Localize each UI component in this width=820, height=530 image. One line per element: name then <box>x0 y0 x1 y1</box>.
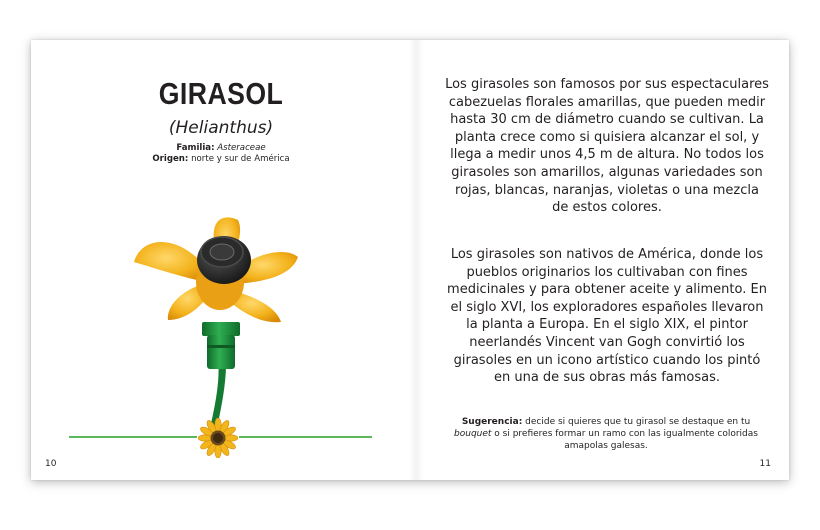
family-value: Asteraceae <box>217 143 266 153</box>
family-line <box>31 143 411 154</box>
page-number-right: 11 <box>759 459 771 469</box>
origin-value: norte y sur de América <box>191 154 290 164</box>
divider-line-left <box>69 436 197 438</box>
right-page <box>415 40 789 480</box>
paragraph-history: Los girasoles son nativos de América, donde los pueblos originarios los cultivaban con fines medicinales y para obtener aceite y alimento. En el siglo XVI, los exploradores españoles llevaron la planta a Europa. En el siglo XIX, el pintor neerlandés Vincent van Gogh convirtió los girasoles en un icono artístico cuando los pintó en una de sus obras más famosas. <box>447 247 767 386</box>
left-page <box>31 40 411 480</box>
lego-sunflower-image <box>126 172 306 452</box>
divider-line-right <box>239 436 372 438</box>
tip-text-1: decide si quieres que tu girasol se destaque en tu <box>522 417 751 427</box>
plant-meta <box>31 143 411 165</box>
family-label: Familia: <box>176 143 215 153</box>
tip-label: Sugerencia: <box>461 417 523 427</box>
tip-italic: bouquet <box>454 429 492 439</box>
tip-box <box>443 416 769 452</box>
book-spread <box>31 40 789 480</box>
origin-label: Origen: <box>152 154 189 164</box>
page-title: GIRASOL <box>158 76 284 111</box>
flower-head <box>134 217 298 322</box>
scientific-name: (Helianthus) <box>168 118 274 138</box>
tip-text-2: o si prefieres formar un ramo con las igualmente coloridas amapolas galesas. <box>491 429 758 451</box>
page-number-left: 10 <box>45 459 57 469</box>
origin-line <box>31 154 411 165</box>
sunflower-icon <box>198 418 238 458</box>
paragraph-description: Los girasoles son famosos por sus espectaculares cabezuelas florales amarillas, que pueden medir hasta 30 cm de diámetro cuando se cultivan. La planta crece como si quisiera alcanzar el sol, y llega a medir unos 4,5 m de altura. No todos los girasoles son amarillos, algunas variedades son rojas, blancas, naranjas, violetas o una mezcla de estos colores. <box>445 77 769 216</box>
